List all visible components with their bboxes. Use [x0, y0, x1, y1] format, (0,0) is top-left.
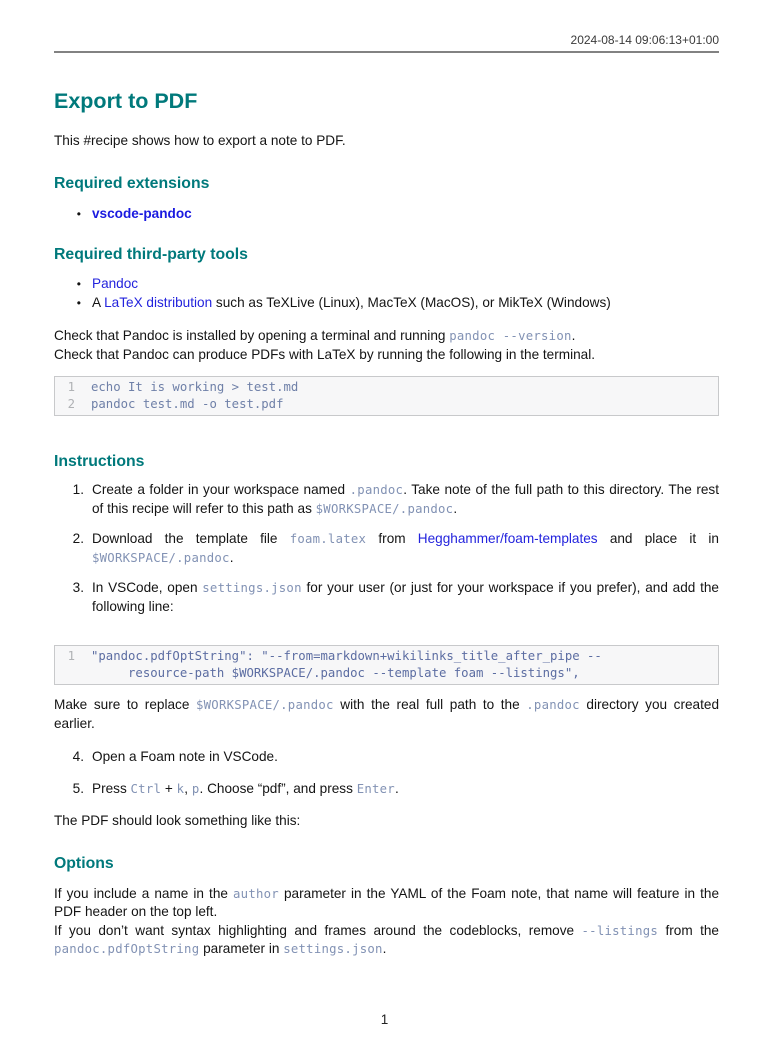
body-text: If you don’t want syntax highlighting and frames around the codeblocks, remove — [54, 922, 582, 938]
paragraph-line — [54, 327, 719, 346]
line-number: 1 — [67, 649, 75, 663]
options-paragraph — [54, 885, 719, 959]
bullet-marker: • — [76, 295, 81, 310]
code-block-terminal-test — [54, 376, 719, 416]
inline-code-text: Enter — [356, 781, 395, 796]
item-number: 4. — [72, 749, 84, 764]
body-text: Check that Pandoc is installed by opening a terminal and running — [54, 328, 450, 343]
pdf-preview-paragraph — [54, 812, 719, 831]
body-text: . — [394, 780, 399, 796]
body-text: for your user (or just for your workspace if you prefer), and add the following line: — [92, 580, 719, 614]
item-number: 1. — [72, 482, 84, 497]
body-text: Check that Pandoc can produce PDFs with LaTeX by running the following in the terminal. — [54, 346, 596, 362]
body-text: If you include a name in the — [54, 885, 234, 901]
list-item — [54, 275, 719, 294]
paragraph-line — [54, 346, 719, 365]
inline-code-text: .pandoc — [349, 483, 404, 497]
body-text: . Take note of the full path to this directory. The rest of this recipe will refer to this path as — [92, 482, 719, 516]
inline-code-text: k — [176, 781, 185, 796]
item-text — [92, 748, 719, 767]
inline-code-text: pandoc --version — [449, 329, 572, 343]
body-text: . — [453, 500, 458, 516]
inline-code-text: pandoc.pdfOptString — [54, 942, 200, 956]
body-text: such as TeXLive (Linux), MacTeX (MacOS), or MikTeX (Windows) — [212, 294, 611, 310]
required-tools-list — [54, 275, 719, 312]
item-text — [92, 780, 719, 799]
intro-paragraph — [54, 132, 719, 151]
instruction-item-3 — [54, 579, 719, 616]
code-text: "pandoc.pdfOptString": "--from=markdown+wikilinks_title_after_pipe -- — [91, 649, 602, 663]
page-number: 1 — [380, 1012, 389, 1027]
instruction-item-4 — [54, 748, 719, 767]
line-number — [65, 665, 75, 682]
body-text: Open a Foam note in VSCode. — [92, 749, 278, 764]
header-date: 2024-08-14 09:06:13+01:00 — [570, 33, 719, 47]
body-text: with the real full path to the — [333, 697, 527, 712]
list-item — [54, 205, 719, 224]
body-text: Press — [92, 780, 131, 796]
list-item — [54, 294, 719, 313]
link-text[interactable]: LaTeX distribution — [104, 294, 213, 310]
inline-code-text: $WORKSPACE — [315, 501, 393, 516]
link-text[interactable]: Pandoc — [92, 276, 139, 291]
code-text: resource-path $WORKSPACE/.pandoc --template foam --listings", — [91, 665, 580, 680]
body-text: + — [161, 780, 177, 796]
code-line — [65, 396, 710, 413]
body-text: This #recipe shows how to export a note to PDF. — [54, 133, 346, 148]
line-number: 2 — [67, 396, 75, 411]
body-text: parameter in — [199, 941, 284, 956]
list-item-text — [92, 205, 719, 224]
instruction-item-2 — [54, 530, 719, 567]
item-text — [92, 579, 719, 616]
make-sure-paragraph — [54, 696, 719, 733]
inline-code-text: $WORKSPACE — [196, 698, 273, 712]
body-text: Make sure to replace — [54, 697, 196, 712]
body-text: The PDF should look something like this: — [54, 813, 301, 828]
inline-code-text: Ctrl — [130, 781, 162, 796]
heading-required-extensions: Required extensions — [54, 174, 210, 192]
heading-instructions: Instructions — [54, 453, 145, 470]
body-text: Create a folder in your workspace named — [92, 482, 350, 497]
required-extensions-list — [54, 205, 719, 224]
body-text: A — [92, 294, 105, 310]
code-block-settings-json — [54, 645, 719, 685]
body-text: and place it in — [597, 531, 719, 546]
body-text: , — [184, 780, 192, 796]
list-item-text — [92, 294, 719, 313]
inline-code-text: .pandoc — [526, 698, 580, 712]
bullet-marker: • — [76, 277, 81, 291]
paragraph-line — [54, 885, 719, 922]
body-text: Download the template file — [92, 531, 290, 546]
page-title: Export to PDF — [54, 89, 198, 113]
inline-code-text: /.pandoc — [392, 501, 454, 516]
body-text: from — [366, 531, 418, 546]
check-pandoc-paragraph — [54, 327, 719, 364]
code-line — [65, 665, 710, 682]
inline-code-text: /.pandoc — [168, 550, 230, 565]
item-text — [92, 481, 719, 518]
heading-required-tools: Required third-party tools — [54, 246, 248, 263]
list-item-text — [92, 275, 719, 294]
code-text: pandoc test.md -o test.pdf — [91, 396, 284, 411]
inline-code-text: author — [233, 886, 279, 901]
body-text: . — [229, 549, 234, 565]
body-text: . — [571, 328, 576, 343]
body-text: directory you created earlier. — [54, 697, 719, 731]
line-number: 1 — [67, 380, 75, 394]
body-text: from the — [658, 922, 719, 938]
inline-code-text: settings.json — [283, 942, 383, 956]
body-text: In VSCode, open — [92, 580, 203, 595]
heading-options: Options — [54, 854, 114, 872]
inline-code-text: settings.json — [202, 581, 302, 595]
inline-code-text: foam.latex — [289, 532, 367, 546]
inline-code-text: --listings — [581, 923, 659, 938]
code-line — [65, 648, 710, 665]
link-text[interactable]: Hegghammer/foam-templates — [417, 531, 598, 546]
body-text: . — [382, 941, 387, 956]
body-text: . Choose “pdf”, and press — [199, 780, 357, 796]
bullet-marker: • — [76, 206, 81, 221]
header-rule — [54, 51, 719, 53]
inline-code-text: /.pandoc — [272, 698, 334, 712]
code-line — [65, 379, 710, 396]
inline-code-text: $WORKSPACE — [92, 550, 169, 565]
body-text: parameter in the YAML of the Foam note, that name will feature in the PDF header on the top left. — [54, 885, 720, 919]
item-number: 3. — [72, 580, 84, 595]
link-text[interactable]: vscode-pandoc — [92, 205, 192, 221]
item-number: 2. — [72, 531, 84, 546]
code-text: echo It is working > test.md — [91, 380, 299, 394]
inline-code-text: p — [191, 781, 200, 796]
instruction-item-5 — [54, 780, 719, 799]
paragraph-line — [54, 922, 719, 959]
page-content — [54, 0, 719, 959]
instruction-item-1 — [54, 481, 719, 518]
item-number: 5. — [72, 780, 84, 796]
item-text — [92, 530, 719, 567]
